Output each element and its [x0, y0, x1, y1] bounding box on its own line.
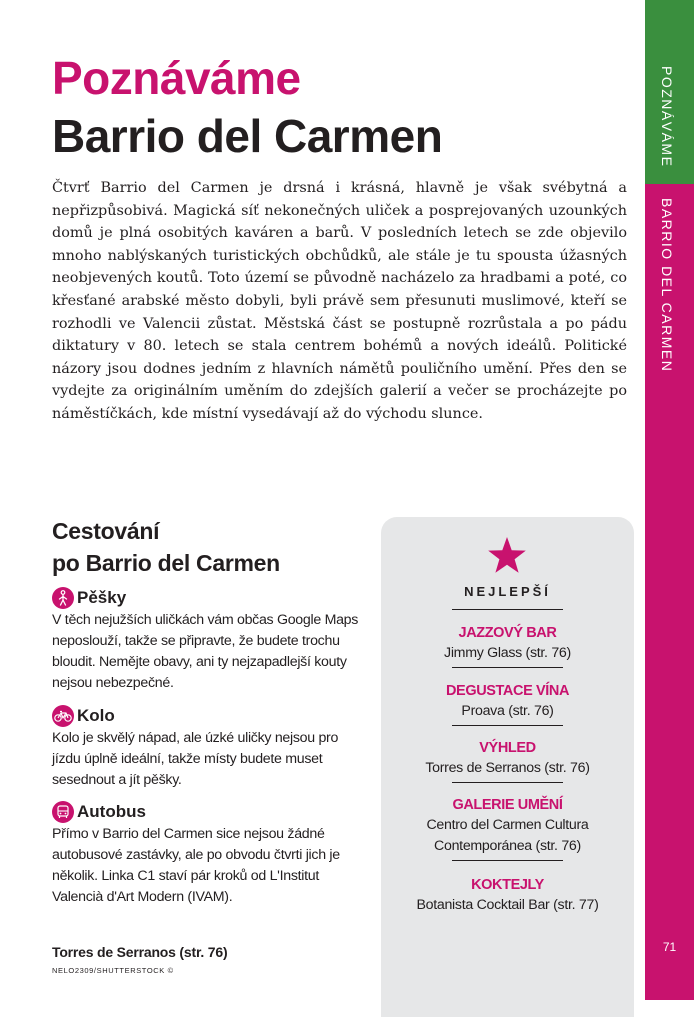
entry-value: Botanista Cocktail Bar (str. 77) [416, 897, 599, 913]
transport-title-line1: Cestování [52, 518, 160, 544]
entry-category: GALERIE UMĚNÍ [452, 797, 563, 813]
entry-value: Torres de Serranos (str. 76) [425, 760, 590, 776]
divider [452, 860, 563, 861]
bus-label: Autobus [77, 802, 146, 821]
bicycle-icon [52, 705, 74, 727]
section-tab[interactable] [645, 0, 694, 184]
entry-category: VÝHLED [479, 740, 536, 756]
best-of-heading: NEJLEPŠÍ [464, 584, 551, 599]
entry-value: Jimmy Glass (str. 76) [444, 645, 571, 661]
best-of-entry [381, 738, 634, 779]
page-number: 71 [662, 940, 677, 954]
best-of-entry [381, 795, 634, 857]
photo-credit: NELO2309/SHUTTERSTOCK © [52, 966, 174, 975]
divider [452, 782, 563, 783]
transport-title [52, 515, 342, 579]
transport-title-line2: po Barrio del Carmen [52, 550, 280, 576]
bus-icon [52, 801, 74, 823]
entry-category: JAZZOVÝ BAR [458, 625, 557, 641]
pedestrian-icon [52, 587, 74, 609]
page-title: Barrio del Carmen [52, 110, 443, 162]
star-icon [487, 536, 527, 574]
entry-value-line1: Centro del Carmen Cultura [426, 817, 589, 833]
divider [452, 609, 563, 610]
best-of-entry [381, 875, 634, 916]
section-tab-label: POZNÁVÁME [659, 66, 675, 168]
walk-label: Pěšky [77, 588, 127, 607]
entry-category: KOKTEJLY [471, 877, 544, 893]
entry-value: Proava (str. 76) [461, 703, 554, 719]
transport-bus [52, 800, 364, 908]
best-of-entry [381, 681, 634, 722]
bus-text: Přímo v Barrio del Carmen sice nejsou žádné autobusové zastávky, ale po obvodu čtvrti jich je několik. Linka C1 staví pár kroků od L'Institut Valencià d'Art Modern (IVAM). [52, 826, 340, 905]
page-kicker: Poznáváme [52, 52, 301, 104]
transport-bike [52, 704, 364, 791]
neighborhood-tab-label: BARRIO DEL CARMEN [659, 198, 675, 373]
entry-category: DEGUSTACE VÍNA [445, 683, 570, 699]
intro-paragraph: Čtvrť Barrio del Carmen je drsná i krásná, hlavně je však svébytná a nepřizpůsobivá. Magická síť nekonečných uliček a posprejovaných uzounkých domů je plná osobitých kaváren a barů. V posledních letech se zde objevilo mnoho nablýskaných turistických obchůdků, ale stále je tu spousta úžasných neobjevených koutů. Toto území se původně nacházelo za hradbami a poté, co křesťané arabské město dobyli, byli právě sem přesunuti muslimové, kteří se rozhodli ve Valencii zůstat. Městská část se postupně rozrůstala a po pádu diktatury v 80. letech se stala centrem bohémů a nových ideálů. Politické názory jsou dodnes jedním z hlavních námětů pouličního umění. Přes den se vydejte za originálním uměním do zdejších galerií a večer se procházejte po náměstíčkách, kde místní vysedávají až do východu slunce. [52, 180, 627, 422]
divider [452, 725, 563, 726]
photo-caption: Torres de Serranos (str. 76) [52, 944, 228, 960]
bike-text: Kolo je skvělý nápad, ale úzké uličky nejsou pro jízdu úplně ideální, takže místy budete muset sesednout a jít pěšky. [52, 730, 339, 788]
walk-text: V těch nejužších uličkách vám občas Google Maps neposlouží, takže se připravte, že budete trochu bloudit. Nemějte obavy, ani ty nejzapadlejší kouty nejsou nebezpečné. [52, 612, 359, 691]
bike-label: Kolo [77, 706, 115, 725]
divider [452, 667, 563, 668]
neighborhood-tab[interactable] [645, 184, 694, 1000]
best-of-entry [381, 623, 634, 664]
best-of-box [381, 517, 634, 1017]
entry-value-line2: Contemporánea (str. 76) [434, 838, 581, 854]
transport-walk [52, 586, 364, 694]
